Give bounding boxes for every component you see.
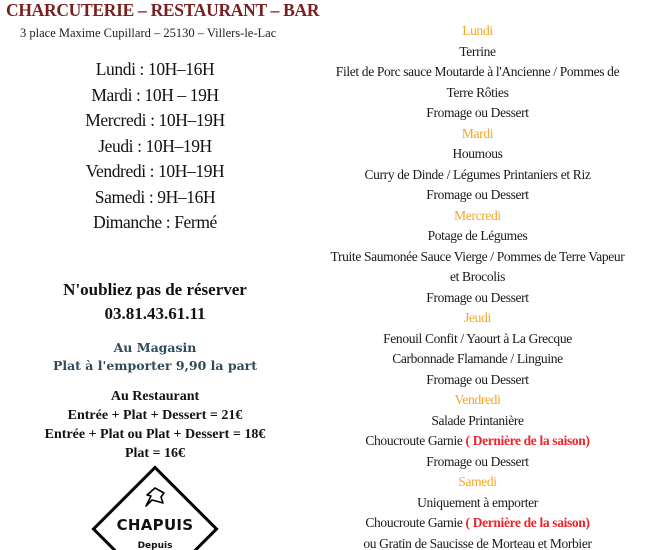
opening-hours [0,57,310,236]
day-heading-vendredi: Vendredi [454,392,501,407]
menu-item: Houmous [452,146,503,161]
menu-item-with-note [305,431,650,452]
menu-item: Curry de Dinde / Légumes Printaniers et Riz [364,166,591,182]
chapuis-logo [92,466,218,550]
menu-item: Fromage ou Dessert [426,453,529,469]
menu-item: Potage de Légumes [427,228,528,243]
menu-item: Fromage ou Dessert [426,371,529,387]
hours-dimanche: Dimanche : Fermé [93,212,217,232]
season-note: ( Dernière de la saison) [465,515,590,530]
menu-item: Truite Saumonée Sauce Vierge / Pommes de Terre Vapeur [330,248,625,264]
menu-item: Filet de Porc sauce Moutarde à l'Ancienne / Pommes de [335,64,620,79]
brand-title: CHARCUTERIE – RESTAURANT – BAR [6,0,320,20]
logo-since: Depuis [137,541,173,550]
restaurant-title: Au Restaurant [110,389,200,404]
phone-number[interactable]: 03.81.43.61.11 [104,304,206,323]
price-formula-two: Entrée + Plat ou Plat + Dessert = 18€ [44,427,266,442]
menu-item: Fromage ou Dessert [426,289,529,305]
reservation-block [0,278,310,326]
day-heading-jeudi: Jeudi [464,310,491,325]
day-heading-samedi: Samedi [458,474,497,489]
magasin-offer: Plat à l'emporter 9,90 la part [52,358,258,373]
menu-item-text: Choucroute Garnie [365,433,466,448]
menu-item: Fenouil Confit / Yaourt à La Grecque [383,330,572,346]
reservation-label: N'oubliez pas de réserver [63,280,247,299]
weekly-menu [305,21,650,550]
menu-item: ou Gratin de Saucisse de Morteau et Morbier [363,535,592,550]
day-heading-mardi: Mardi [461,125,494,141]
menu-item: Carbonnade Flamande / Linguine [392,351,563,366]
hours-jeudi: Jeudi : 10H–19H [98,135,212,156]
address: 3 place Maxime Cupillard – 25130 – Villers-le-Lac [20,26,277,40]
menu-item: Uniquement à emporter [417,494,538,510]
magasin-title: Au Magasin [113,340,197,355]
hours-vendredi: Vendredi : 10H–19H [85,161,225,181]
menu-item-with-note [305,513,650,534]
menu-item: Terre Rôties [446,84,509,100]
menu-item: et Brocolis [449,269,505,284]
season-note: ( Dernière de la saison) [465,433,590,448]
day-heading-lundi: Lundi [462,23,493,38]
menu-item: Fromage ou Dessert [426,187,529,202]
menu-item: Terrine [459,43,496,59]
menu-item-text: Choucroute Garnie [365,515,466,530]
restaurant-block [0,387,310,463]
chef-hat-icon [142,486,168,510]
magasin-block [0,339,310,375]
hours-mardi: Mardi : 10H – 19H [91,84,219,105]
logo-name: CHAPUIS [116,516,194,534]
hours-mercredi: Mercredi : 10H–19H [85,110,225,130]
price-formula-full: Entrée + Plat + Dessert = 21€ [67,408,243,423]
menu-item: Fromage ou Dessert [426,105,529,120]
menu-item: Salade Printanière [431,412,524,428]
hours-samedi: Samedi : 9H–16H [94,186,216,207]
hours-lundi: Lundi : 10H–16H [95,59,215,79]
price-formula-plat: Plat = 16€ [124,446,186,461]
day-heading-mercredi: Mercredi [454,207,501,223]
